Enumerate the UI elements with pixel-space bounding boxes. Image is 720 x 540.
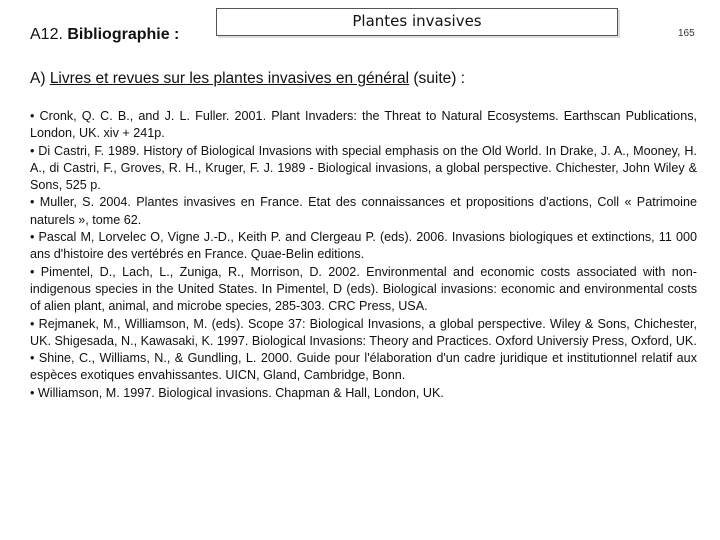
reference-item: • Shine, C., Williams, N., & Gundling, L. 2000. Guide pour l'élaboration d'un cadre juridique et institutionnel relatif aux espèces exotiques envahissantes. UICN, Gland, Cambridge, Bonn.: [30, 351, 697, 383]
section-label: [30, 26, 179, 44]
heading-prefix: A): [30, 70, 50, 87]
reference-item: • Di Castri, F. 1989. History of Biological Invasions with special emphasis on the Old World. In Drake, J. A., Mooney, H. A., di Castri, F., Groves, R. H., Kruger, F. J. 1989 - Biological invasions, a global perspective. Chichester, John Wiley & Sons, 525 p.: [30, 143, 697, 193]
reference-item: • Muller, S. 2004. Plantes invasives en France. Etat des connaissances et propositions d'actions, Coll « Patrimoine naturels », tome 62.: [30, 195, 697, 227]
reference-item: • Cronk, Q. C. B., and J. L. Fuller. 2001. Plant Invaders: the Threat to Natural Ecosystems. Earthscan Publications, London, UK. xiv + 241p.: [30, 109, 697, 141]
page-number: 165: [678, 28, 695, 39]
reference-item: • Williamson, M. 1997. Biological invasions. Chapman & Hall, London, UK.: [30, 385, 444, 400]
section-code: A12.: [30, 26, 63, 43]
reference-item: • Rejmanek, M., Williamson, M. (eds). Scope 37: Biological Invasions, a global perspective. Wiley & Sons, Chichester, UK. Shigesada, N., Kawasaki, K. 1997. Biological Invasions: Theory and Practices. Oxford Universiy Press, Oxford, UK.: [30, 316, 697, 348]
section-heading: [30, 70, 465, 88]
reference-list: [30, 108, 697, 402]
reference-item: • Pimentel, D., Lach, L., Zuniga, R., Morrison, D. 2002. Environmental and economic costs associated with non-indigenous species in the United States. In Pimentel, D (eds). Biological invasions: economic and environmental costs of alien plant, animal, and microbe species, 285-303. CRC Press, USA.: [30, 264, 697, 314]
section-title: Bibliographie :: [67, 26, 180, 43]
heading-underlined: Livres et revues sur les plantes invasives en général: [49, 70, 410, 87]
reference-item: • Pascal M, Lorvelec O, Vigne J.-D., Keith P. and Clergeau P. (eds). 2006. Invasions biologiques et extinctions, 11 000 ans d'histoire des vertébrés en France. Quae-Belin editions.: [30, 230, 697, 262]
page-title: Plantes invasives: [216, 8, 618, 36]
heading-suffix: (suite) :: [409, 70, 466, 87]
